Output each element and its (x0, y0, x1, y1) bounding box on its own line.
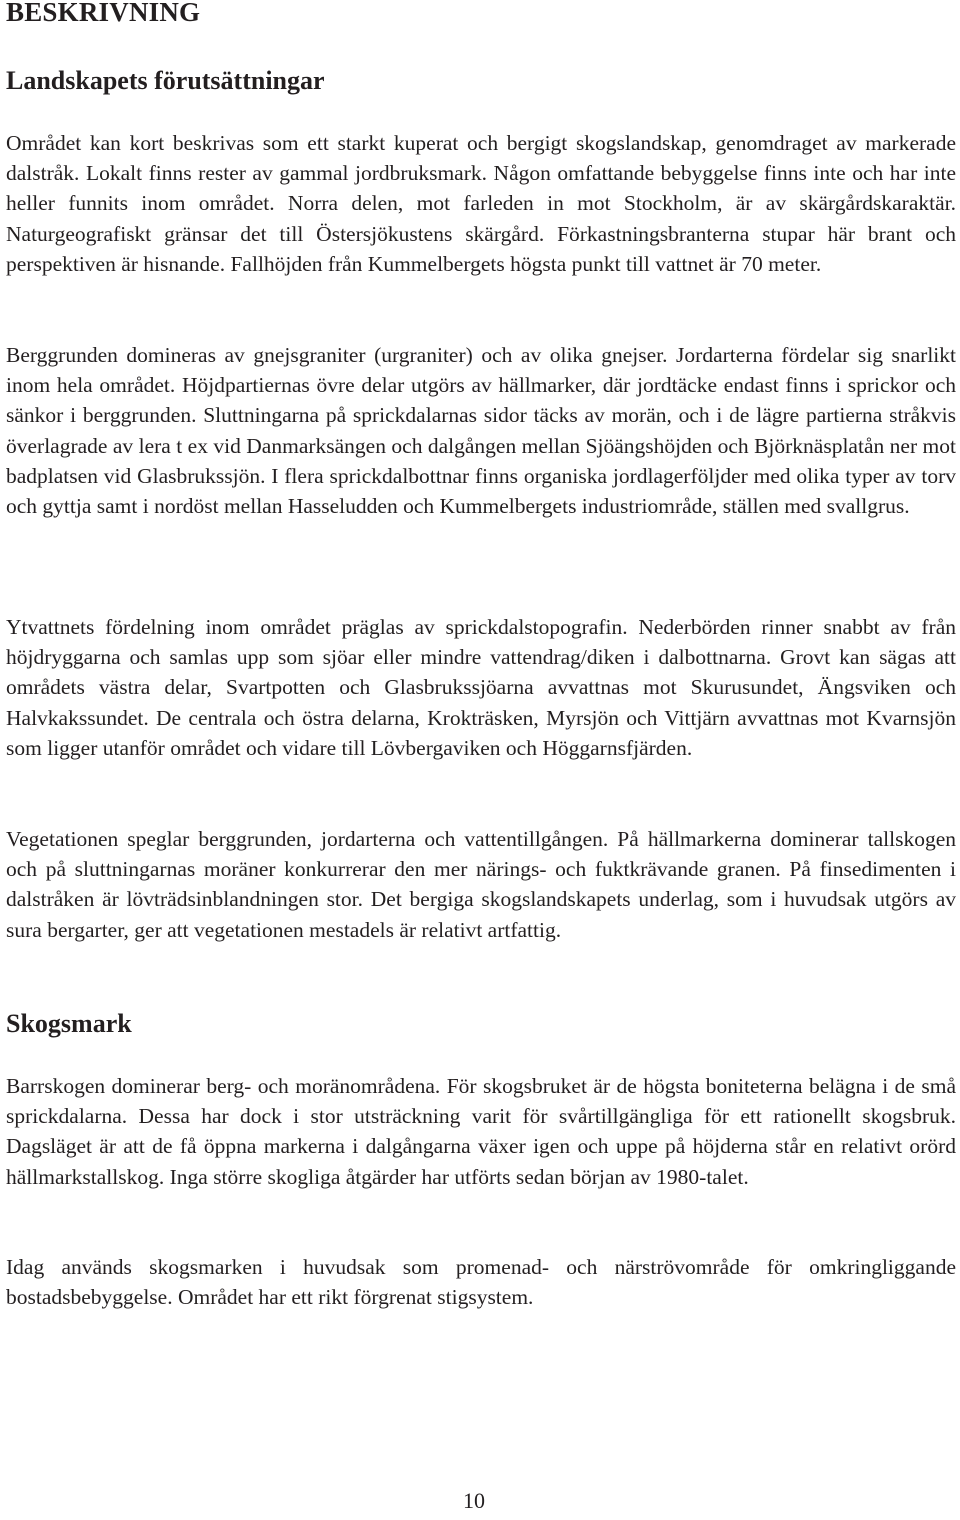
section-title-skogsmark: Skogsmark (6, 1009, 132, 1038)
paragraph-forest-land: Barrskogen dominerar berg- och moränområdena. För skogsbruket är de högsta boniteterna belägna i de små sprickdalarna. Dessa har dock i stor utsträckning varit för svårtillgängliga för ett rationellt skogsbruk. Dagsläget är att de få öppna markerna i dalgångarna växer igen och uppe på höjderna står en relativt orörd hällmarkstallskog. Inga större skogliga åtgärder har utförts sedan början av 1980-talet. (6, 1074, 956, 1189)
paragraph-vegetation: Vegetationen speglar berggrunden, jordarterna och vattentillgången. På hällmarkerna dominerar tallskogen och på sluttningarnas moräner konkurrerar den mer närings- och fuktkrävande granen. På finsedimenten i dalstråken är lövträdsinblandningen stor. Det bergiga skogslandskapets underlag, som i huvudsak utgörs av sura bergarter, ger att vegetationen mestadels är relativt artfattig. (6, 827, 956, 942)
section-title-landskapets-forutsattningar: Landskapets förutsättningar (6, 66, 325, 95)
paragraph-surface-water: Ytvattnets fördelning inom området präglas av sprickdalstopografin. Nederbörden rinner snabbt av från höjdryggarna och samlas upp som sjöar eller mindre vattendrag/diken i dalbottnarna. Grovt kan sägas att områdets västra delar, Svartpotten och Glasbrukssjöarna avvattnas mot Skurusundet, Ängsviken och Halvkakssundet. De centrala och östra delarna, Krokträsken, Myrsjön och Vittjärn avvattnas mot Kvarnsjön som ligger utanför området och vidare till Lövbergaviken och Höggarnsfjärden. (6, 615, 956, 760)
paragraph-landscape-overview: Området kan kort beskrivas som ett starkt kuperat och bergigt skogslandskap, genomdraget av markerade dalstråk. Lokalt finns rester av gammal jordbruksmark. Någon omfattande bebyggelse finns inte och har inte heller funnits inom området. Norra delen, mot farleden in mot Stockholm, är av skärgårdskaraktär. Naturgeografiskt gränsar det till Östersjökustens skärgård. Förkastningsbranterna stupar här brant och perspektiven är hisnande. Fallhöjden från Kummelbergets högsta punkt till vattnet är 70 meter. (6, 131, 956, 276)
paragraph-bedrock-soils: Berggrunden domineras av gnejsgraniter (urgraniter) och av olika gnejser. Jordarterna fördelar sig snarlikt inom hela området. Höjdpartiernas övre delar utgörs av hällmarker, där jordtäcke endast finns i sprickor och sänkor i berggrunden. Sluttningarna på sprickdalarnas sidor täcks av morän, och i de lägre partierna stråkvis överlagrade av lera t ex vid Danmarksängen och dalgången mellan Sjöängshöjden och Björknäsplatån ner mot badplatsen vid Glasbrukssjön. I flera sprickdalbottnar finns organiska jordlagerföljder med olika typer av torv och gyttja samt i nordöst mellan Hasseludden och Kummelbergets industriområde, ställen med svallgrus. (6, 343, 956, 519)
page-number: 10 (463, 1488, 485, 1513)
paragraph-forest-use: Idag används skogsmarken i huvudsak som promenad- och närströvområde för omkringliggande bostadsbebyggelse. Området har ett rikt förgrenat stigsystem. (6, 1255, 956, 1310)
document-heading: BESKRIVNING (6, 0, 201, 27)
